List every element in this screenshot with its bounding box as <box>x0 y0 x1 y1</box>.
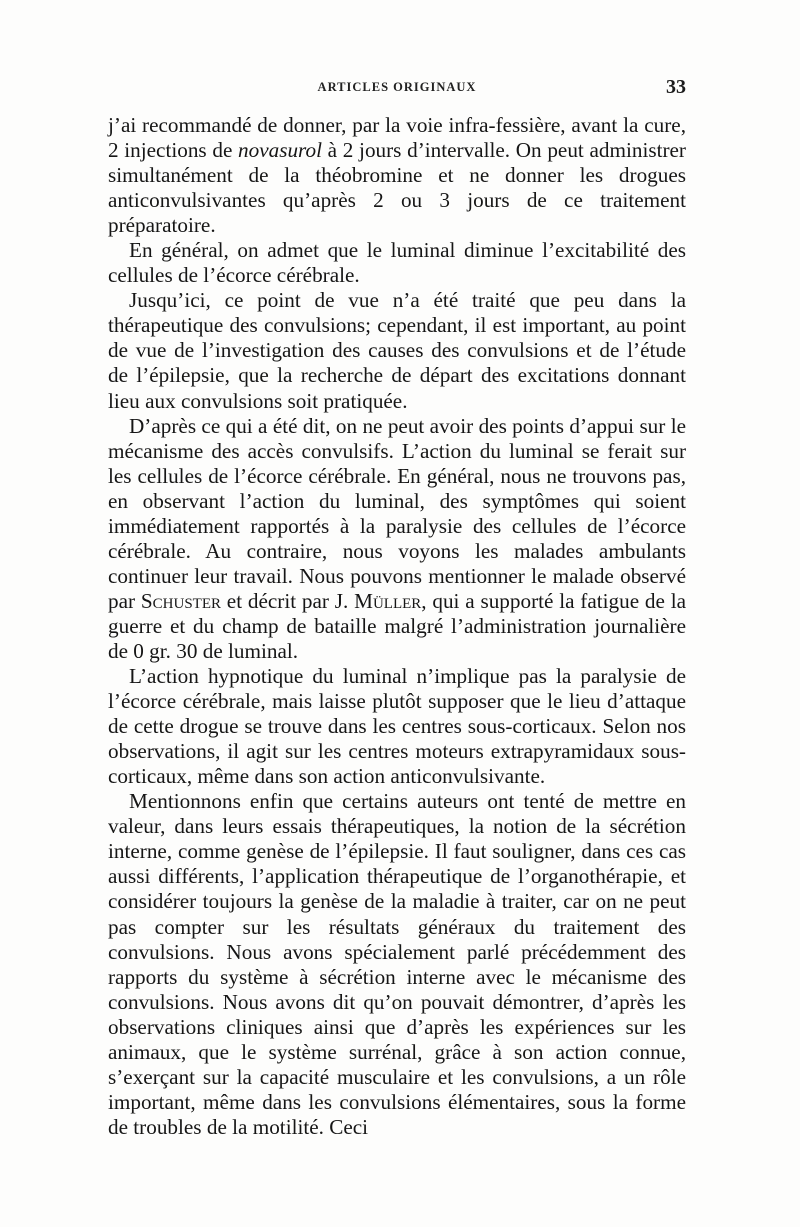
page-number: 33 <box>666 76 686 98</box>
running-head <box>108 78 686 100</box>
paragraph-text: L’action hypnotique du luminal n’implique pas la paralysie de l’écorce cérébrale, mais laisse plutôt supposer que le lieu d’attaque de cette drogue se trouve dans les centres sous-corticaux. Selon nos observations, il agit sur les centres moteurs extrapyramidaux sous-corticaux, même dans son action anticonvulsivante. <box>108 664 686 789</box>
paragraph-5 <box>108 664 686 789</box>
paragraph-3 <box>108 288 686 413</box>
author-name-smallcaps: Schuster <box>140 588 221 613</box>
paragraph-1 <box>108 113 686 238</box>
running-title: ARTICLES ORIGINAUX <box>317 80 477 94</box>
author-name-smallcaps: Müller <box>354 588 422 613</box>
paragraph-text: à 2 jours d’intervalle. On peut administrer simultanément de la théobromine et ne donner les drogues anticonvulsivantes qu’après 2 ou 3 jours de ce traitement préparatoire. <box>108 138 686 238</box>
paragraph-text: D’après ce qui a été dit, on ne peut avoir des points d’appui sur le mécanisme des accès convulsifs. L’action du luminal se ferait sur les cellules de l’écorce cérébrale. En général, nous ne trouvons pas, en observant l’action du luminal, des symptômes qui soient immédiatement rapportés à la paralysie des cellules de l’écorce cérébrale. Au contraire, nous voyons les malades ambulants continuer leur travail. Nous pouvons mentionner le malade observé par <box>108 413 686 613</box>
paragraph-text: j’ai recommandé de donner, par la voie infra-fessière, avant la cure, 2 injections de <box>108 113 686 163</box>
paragraph-text: En général, on admet que le luminal diminue l’excitabilité des cellules de l’écorce cérébrale. <box>108 238 686 288</box>
paragraph-6 <box>108 789 686 1140</box>
paragraph-text: Jusqu’ici, ce point de vue n’a été traité que peu dans la thérapeutique des convulsions; cependant, il est important, au point de vue de l’investigation des causes des convulsions et de l’étude de l’épilepsie, que la recherche de départ des excitations donnant lieu aux convulsions soit pratiquée. <box>108 288 686 413</box>
body-text <box>108 113 686 1140</box>
paragraph-text: et décrit par J. <box>221 588 355 613</box>
paragraph-text: Mentionnons enfin que certains auteurs ont tenté de mettre en valeur, dans leurs essais thérapeutiques, la notion de la sécrétion interne, comme genèse de l’épilepsie. Il faut souligner, dans ces cas aussi différents, l’application thérapeutique de l’organothérapie, et considérer toujours la genèse de la maladie à traiter, car on ne peut pas compter sur les résultats généraux du traitement des convulsions. Nous avons spécialement parlé précédemment des rapports du système à sécrétion interne avec le mécanisme des convulsions. Nous avons dit qu’on pouvait démontrer, d’après les observations cliniques ainsi que d’après les expériences sur les animaux, que le système surrénal, grâce à son action connue, s’exerçant sur la capacité musculaire et les convulsions, a un rôle important, même dans les convulsions élémentaires, sous la forme de troubles de la motilité. Ceci <box>108 789 686 1139</box>
drug-name-italic: novasurol <box>238 138 322 163</box>
paragraph-4 <box>108 414 686 664</box>
paragraph-2 <box>108 238 686 288</box>
paragraph-text: , qui a supporté la fatigue de la guerre et du champ de bataille malgré l’administration journalière de 0 gr. 30 de luminal. <box>108 588 686 663</box>
